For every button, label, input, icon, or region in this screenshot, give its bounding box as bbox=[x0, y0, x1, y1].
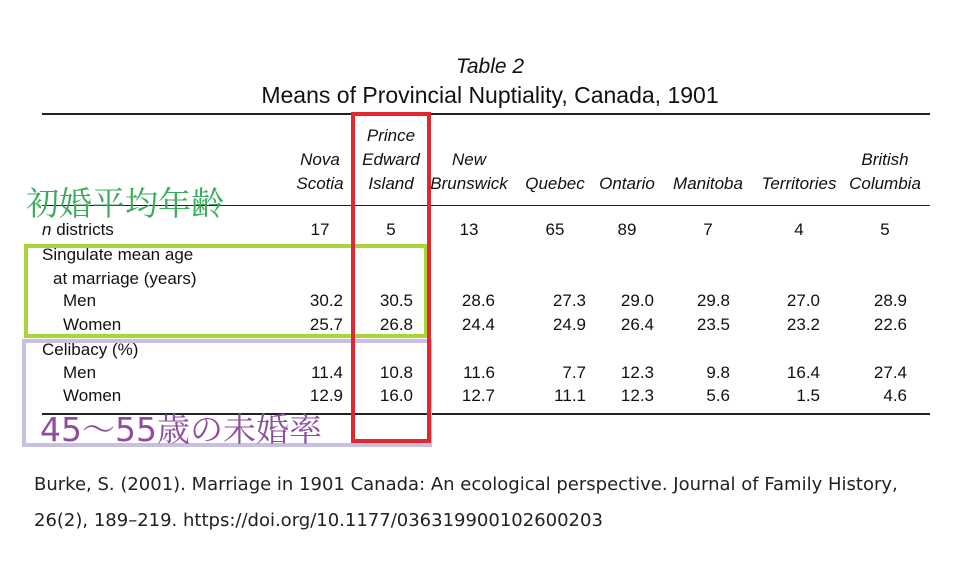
table-cell: 12.3 bbox=[620, 363, 654, 382]
column-header-line: Brunswick bbox=[430, 174, 508, 193]
table-cell: 17 bbox=[310, 220, 330, 239]
table-cell: 13 bbox=[459, 220, 479, 239]
column-header-line: New bbox=[451, 150, 486, 169]
column-header-line: Territories bbox=[761, 174, 837, 193]
column-header-line: British bbox=[861, 150, 909, 169]
table-cell: 65 bbox=[545, 220, 565, 239]
table-cell: 4.6 bbox=[883, 386, 907, 405]
celibacy-annotation-label: 45〜55歳の未婚率 bbox=[40, 410, 322, 449]
table-cell: 5.6 bbox=[706, 386, 730, 405]
table-cell: 12.9 bbox=[309, 386, 343, 405]
table-cell: 22.6 bbox=[873, 315, 907, 334]
table-title: Means of Provincial Nuptiality, Canada, 1901 bbox=[261, 82, 719, 108]
pei-highlight-box bbox=[351, 112, 431, 443]
citation-line-1: Burke, S. (2001). Marriage in 1901 Canada: An ecological perspective. Journal of Family History, bbox=[34, 474, 898, 495]
table-cell: 16.0 bbox=[379, 386, 413, 405]
table-cell: 89 bbox=[617, 220, 637, 239]
section-heading-smam-1: Singulate mean age bbox=[42, 245, 194, 264]
row-label-smam-women: Women bbox=[63, 315, 122, 334]
top-rule bbox=[42, 113, 930, 115]
table-cell: 30.2 bbox=[309, 291, 343, 310]
column-header-line: Nova bbox=[300, 150, 340, 169]
table-cell: 29.0 bbox=[620, 291, 654, 310]
table-cell: 23.2 bbox=[786, 315, 820, 334]
table-cell: 11.4 bbox=[311, 363, 343, 382]
column-header-line: Scotia bbox=[296, 174, 344, 193]
column-header-line bbox=[825, 124, 945, 148]
table-cell: 28.9 bbox=[873, 291, 907, 310]
table-cell: 11.1 bbox=[554, 386, 586, 405]
row-label-celibacy-men: Men bbox=[63, 363, 97, 382]
table-cell: 5 bbox=[386, 220, 396, 239]
table-number: Table 2 bbox=[455, 55, 525, 78]
table-cell: 16.4 bbox=[786, 363, 820, 382]
column-header-line: Prince bbox=[366, 126, 416, 145]
table-cell: 11.6 bbox=[463, 363, 495, 382]
column-header bbox=[825, 124, 945, 196]
smam-annotation-label: 初婚平均年齢 bbox=[26, 184, 224, 223]
table-cell: 27.4 bbox=[873, 363, 907, 382]
table-cell: 12.7 bbox=[461, 386, 495, 405]
column-header-line: Edward bbox=[362, 150, 420, 169]
citation-line-2: 26(2), 189–219. https://doi.org/10.1177/036319900102600203 bbox=[34, 510, 603, 531]
table-cell: 26.8 bbox=[379, 315, 413, 334]
column-header-line: Quebec bbox=[525, 174, 585, 193]
row-label-celibacy-women: Women bbox=[63, 386, 122, 405]
table-cell: 29.8 bbox=[696, 291, 730, 310]
table-cell: 28.6 bbox=[461, 291, 495, 310]
section-heading-smam-2: at marriage (years) bbox=[53, 269, 197, 288]
table-cell: 9.8 bbox=[706, 363, 730, 382]
table-cell: 23.5 bbox=[696, 315, 730, 334]
table-cell: 25.7 bbox=[309, 315, 343, 334]
table-cell: 10.8 bbox=[379, 363, 413, 382]
table-cell: 27.3 bbox=[552, 291, 586, 310]
table-cell: 27.0 bbox=[786, 291, 820, 310]
row-label-smam-men: Men bbox=[63, 291, 97, 310]
row-label-n-districts: n districts bbox=[42, 220, 114, 239]
column-header-line: Columbia bbox=[849, 174, 921, 193]
table-cell: 26.4 bbox=[620, 315, 654, 334]
column-header-line: Manitoba bbox=[673, 174, 743, 193]
column-header-line: Island bbox=[368, 174, 414, 193]
table-cell: 24.4 bbox=[461, 315, 495, 334]
section-heading-celibacy: Celibacy (%) bbox=[42, 340, 139, 359]
table-cell: 5 bbox=[880, 220, 890, 239]
table-cell: 30.5 bbox=[379, 291, 413, 310]
table-cell: 7 bbox=[703, 220, 713, 239]
table-cell: 24.9 bbox=[552, 315, 586, 334]
table-cell: 12.3 bbox=[620, 386, 654, 405]
table-cell: 1.5 bbox=[796, 386, 820, 405]
table-cell: 4 bbox=[794, 220, 804, 239]
table-cell: 7.7 bbox=[562, 363, 586, 382]
column-header-line: Ontario bbox=[599, 174, 655, 193]
